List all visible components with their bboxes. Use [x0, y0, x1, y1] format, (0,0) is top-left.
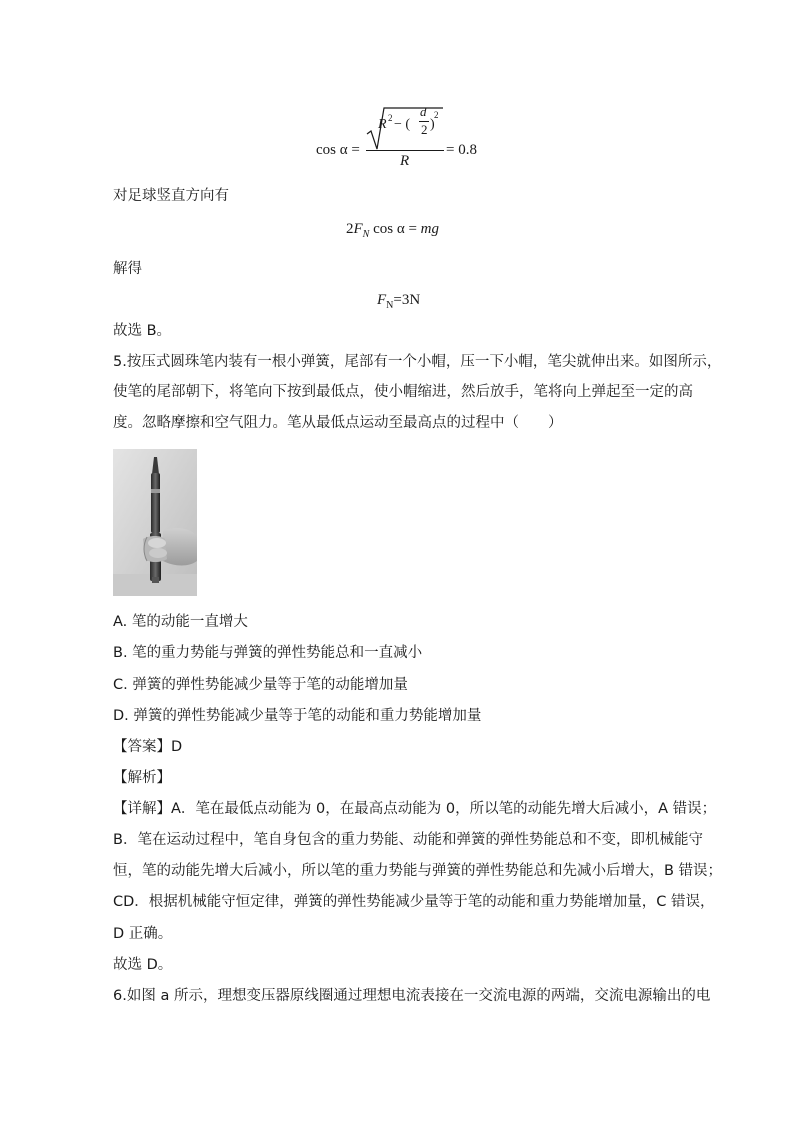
answer-line [113, 737, 182, 757]
detail-line-2: B．笔在运动过程中，笔自身包含的重力势能、动能和弹簧的弹性势能总和不变，即机械能守 [113, 832, 703, 848]
detail-line-5: D 正确。 [113, 926, 173, 942]
detail-line-1: 【详解】A．笔在最低点动能为 0，在最高点动能为 0，所以笔的动能先增大后减小，A 错误； [113, 801, 717, 817]
formula-r-exp: 2 [388, 113, 393, 123]
pen-photo [113, 449, 197, 596]
answer-tag: 【答案】 [113, 739, 171, 755]
formula-force-n: N [362, 229, 370, 240]
option-d: D. 弹簧的弹性势能减少量等于笔的动能和重力势能增加量 [113, 708, 482, 724]
answer-value: D [171, 739, 183, 755]
option-c: C. 弹簧的弹性势能减少量等于笔的动能增加量 [113, 677, 408, 693]
formula-result-f: F [377, 292, 387, 308]
pen-in-hand-image [113, 449, 197, 596]
final-answer-choice: 故选 D。 [113, 957, 173, 973]
option-b: B. 笔的重力势能与弹簧的弹性势能总和一直减小 [113, 645, 423, 661]
question-line-2: 使笔的尾部朝下，将笔向下按到最低点，使小帽缩进，然后放手，笔将向上弹起至一定的高 [113, 384, 693, 400]
formula-r: R [378, 117, 387, 132]
formula-paren-exp: 2 [434, 110, 439, 120]
formula-result-n: N [386, 300, 394, 311]
option-a: A. 笔的动能一直增大 [113, 614, 248, 630]
vertical-direction-text: 对足球竖直方向有 [113, 188, 229, 204]
formula-force-mid: cos α = [369, 221, 421, 237]
formula-minus: − ( [394, 117, 411, 132]
formula-lhs: cos α = [316, 142, 360, 158]
formula-denominator: R [400, 153, 410, 169]
main-fraction-bar [366, 150, 444, 151]
analysis-tag: 【解析】 [113, 770, 171, 786]
question-line-1: 5.按压式圆珠笔内装有一根小弹簧，尾部有一个小帽，压一下小帽，笔尖就伸出来。如图所示， [113, 354, 722, 370]
formula-rhs: = 0.8 [446, 142, 477, 158]
question-line-3: 度。忽略摩擦和空气阻力。笔从最低点运动至最高点的过程中（ ） [113, 415, 563, 431]
formula-force-g: g [431, 221, 440, 237]
formula-result-value: =3N [393, 292, 421, 308]
formula-d: d [420, 104, 427, 119]
formula-close: ) [430, 117, 435, 132]
previous-answer-choice: 故选 B。 [113, 323, 172, 339]
formula-force-balance [346, 221, 439, 240]
solve-text: 解得 [113, 261, 142, 277]
formula-force-prefix: 2 [346, 221, 354, 237]
detail-line-3: 恒，笔的动能先增大后减小，所以笔的重力势能与弹簧的弹性势能总和先减小后增大，B 错误； [113, 863, 723, 879]
formula-force-f: F [353, 221, 363, 237]
next-question-line: 6.如图 a 所示，理想变压器原线圈通过理想电流表接在一交流电源的两端，交流电源输出的电 [113, 988, 711, 1004]
formula-two: 2 [421, 122, 428, 137]
formula-force-m: m [420, 221, 432, 237]
formula-result [377, 292, 420, 311]
detail-line-4: CD．根据机械能守恒定律，弹簧的弹性势能减少量等于笔的动能和重力势能增加量，C 错误， [113, 894, 715, 910]
